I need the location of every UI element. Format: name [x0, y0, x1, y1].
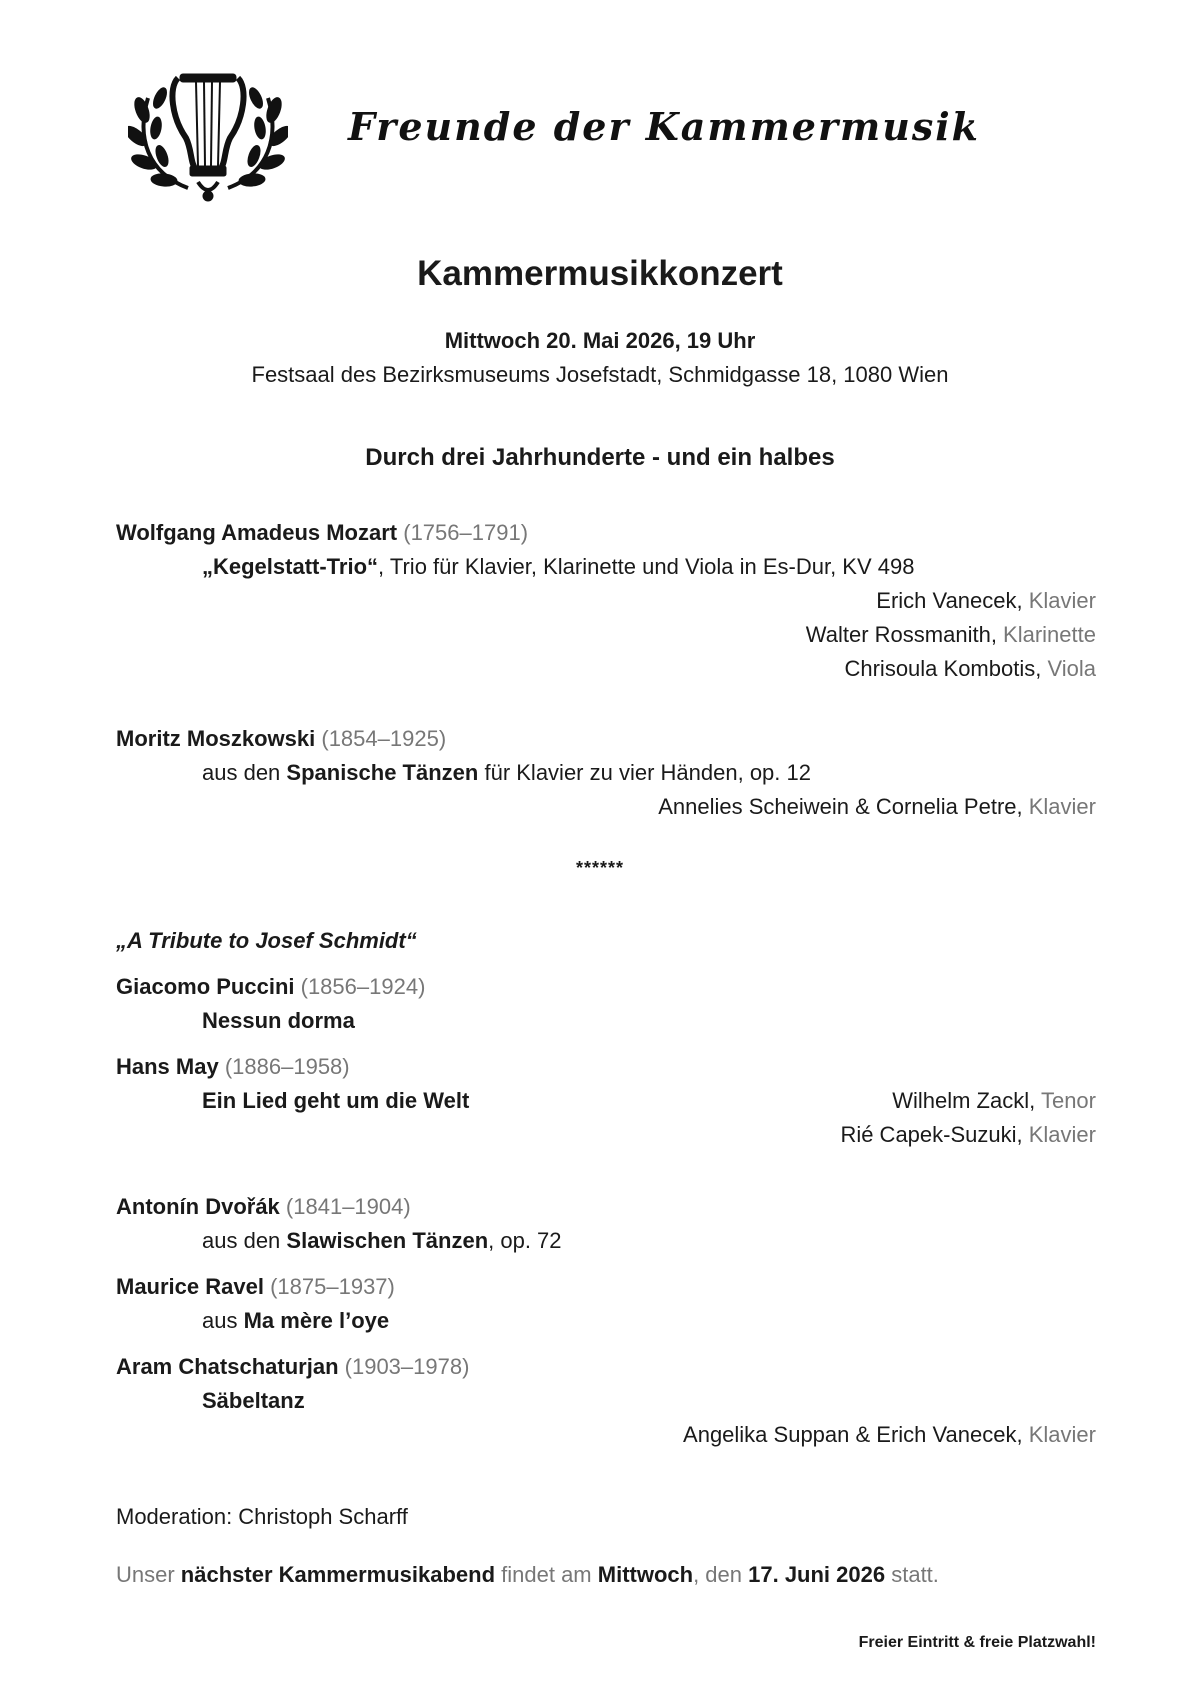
work-moszkowski	[202, 760, 811, 786]
notice-highlight: nächster Kammermusikabend	[180, 1562, 496, 1587]
composer-name: Moritz Moszkowski	[116, 726, 316, 751]
performer-line: Angelika Suppan & Erich Vanecek, Klavier	[683, 1422, 1096, 1447]
composer-name: Hans May	[116, 1054, 219, 1079]
performer-name: Annelies Scheiwein & Cornelia Petre	[658, 794, 1017, 819]
performer-line: Walter Rossmanith, Klarinette	[805, 622, 1096, 647]
work-may: Ein Lied geht um die Welt	[202, 1088, 470, 1113]
composer-moszkowski	[116, 726, 446, 752]
performer-instrument: Tenor	[1040, 1088, 1096, 1113]
notice-text: findet am	[495, 1562, 598, 1587]
composer-years: (1886–1958)	[224, 1054, 350, 1079]
performer-name: Erich Vanecek	[876, 588, 1017, 613]
society-name: Freunde der Kammermusik	[348, 104, 980, 149]
performer-line: Rié Capek-Suzuki, Klavier	[840, 1122, 1096, 1147]
composer-name: Antonín Dvořák	[116, 1194, 280, 1219]
notice-text: statt.	[885, 1562, 939, 1587]
work-dvorak	[202, 1228, 562, 1254]
concert-venue: Festsaal des Bezirksmuseums Josefstadt, Schmidgasse 18, 1080 Wien	[251, 362, 949, 387]
performer-name: Chrisoula Kombotis	[844, 656, 1036, 681]
work-title: „Kegelstatt-Trio“	[202, 554, 379, 579]
moderation: Moderation: Christoph Scharff	[116, 1504, 408, 1529]
performer-instrument: Klavier	[1028, 1122, 1096, 1147]
performer-instrument: Klavier	[1028, 1422, 1096, 1447]
next-concert-notice	[116, 1562, 939, 1588]
work-detail: , Trio für Klavier, Klarinette und Viola in Es-Dur, KV 498	[378, 554, 915, 579]
work-title: Spanische Tänzen	[286, 760, 479, 785]
performer-line: Annelies Scheiwein & Cornelia Petre, Klavier	[658, 794, 1096, 819]
program-subtitle: Durch drei Jahrhunderte - und ein halbes	[365, 444, 835, 471]
notice-text: , den	[693, 1562, 749, 1587]
composer-khachaturian	[116, 1354, 469, 1380]
composer-dvorak	[116, 1194, 411, 1220]
composer-name: Aram Chatschaturjan	[116, 1354, 339, 1379]
footer-note: Freier Eintritt & freie Platzwahl!	[858, 1634, 1096, 1651]
notice-highlight: Mittwoch	[597, 1562, 694, 1587]
tribute-title: „A Tribute to Josef Schmidt“	[116, 928, 417, 953]
composer-years: (1856–1924)	[300, 974, 426, 999]
work-ravel	[202, 1308, 389, 1334]
work-khachaturian: Säbeltanz	[202, 1388, 305, 1413]
lyre-laurel-emblem-icon	[128, 58, 288, 206]
work-prefix: aus	[202, 1308, 244, 1333]
composer-years: (1875–1937)	[270, 1274, 395, 1299]
work-puccini: Nessun dorma	[202, 1008, 355, 1033]
notice-highlight: 17. Juni 2026	[748, 1562, 886, 1587]
work-title: Ma mère l’oye	[243, 1308, 390, 1333]
work-title: Slawischen Tänzen	[286, 1228, 489, 1253]
work-prefix: aus den	[202, 1228, 287, 1253]
composer-years: (1903–1978)	[344, 1354, 470, 1379]
work-mozart	[202, 554, 914, 580]
performer-instrument: Klavier	[1028, 794, 1096, 819]
work-detail: , op. 72	[488, 1228, 562, 1253]
composer-name: Wolfgang Amadeus Mozart	[116, 520, 398, 545]
performer-instrument: Viola	[1047, 656, 1096, 681]
performer-name: Rié Capek-Suzuki	[840, 1122, 1017, 1147]
notice-text: Unser	[116, 1562, 181, 1587]
composer-may	[116, 1054, 350, 1080]
performer-name: Wilhelm Zackl	[892, 1088, 1030, 1113]
composer-puccini	[116, 974, 425, 1000]
composer-years: (1854–1925)	[321, 726, 447, 751]
performer-name: Walter Rossmanith	[805, 622, 991, 647]
composer-mozart	[116, 520, 528, 546]
composer-ravel	[116, 1274, 395, 1300]
composer-years: (1841–1904)	[285, 1194, 411, 1219]
concert-date: Mittwoch 20. Mai 2026, 19 Uhr	[444, 328, 756, 353]
performer-line: Wilhelm Zackl, Tenor	[892, 1088, 1096, 1113]
section-separator: ******	[575, 858, 625, 878]
performer-line: Chrisoula Kombotis, Viola	[844, 656, 1096, 681]
work-detail: für Klavier zu vier Händen, op. 12	[478, 760, 811, 785]
performer-line: Erich Vanecek, Klavier	[876, 588, 1096, 613]
composer-name: Maurice Ravel	[116, 1274, 264, 1299]
performer-instrument: Klavier	[1028, 588, 1096, 613]
performer-instrument: Klarinette	[1003, 622, 1096, 647]
composer-name: Giacomo Puccini	[116, 974, 295, 999]
concert-title: Kammermusikkonzert	[417, 254, 783, 293]
composer-years: (1756–1791)	[403, 520, 529, 545]
performer-name: Angelika Suppan & Erich Vanecek	[683, 1422, 1017, 1447]
work-prefix: aus den	[202, 760, 287, 785]
